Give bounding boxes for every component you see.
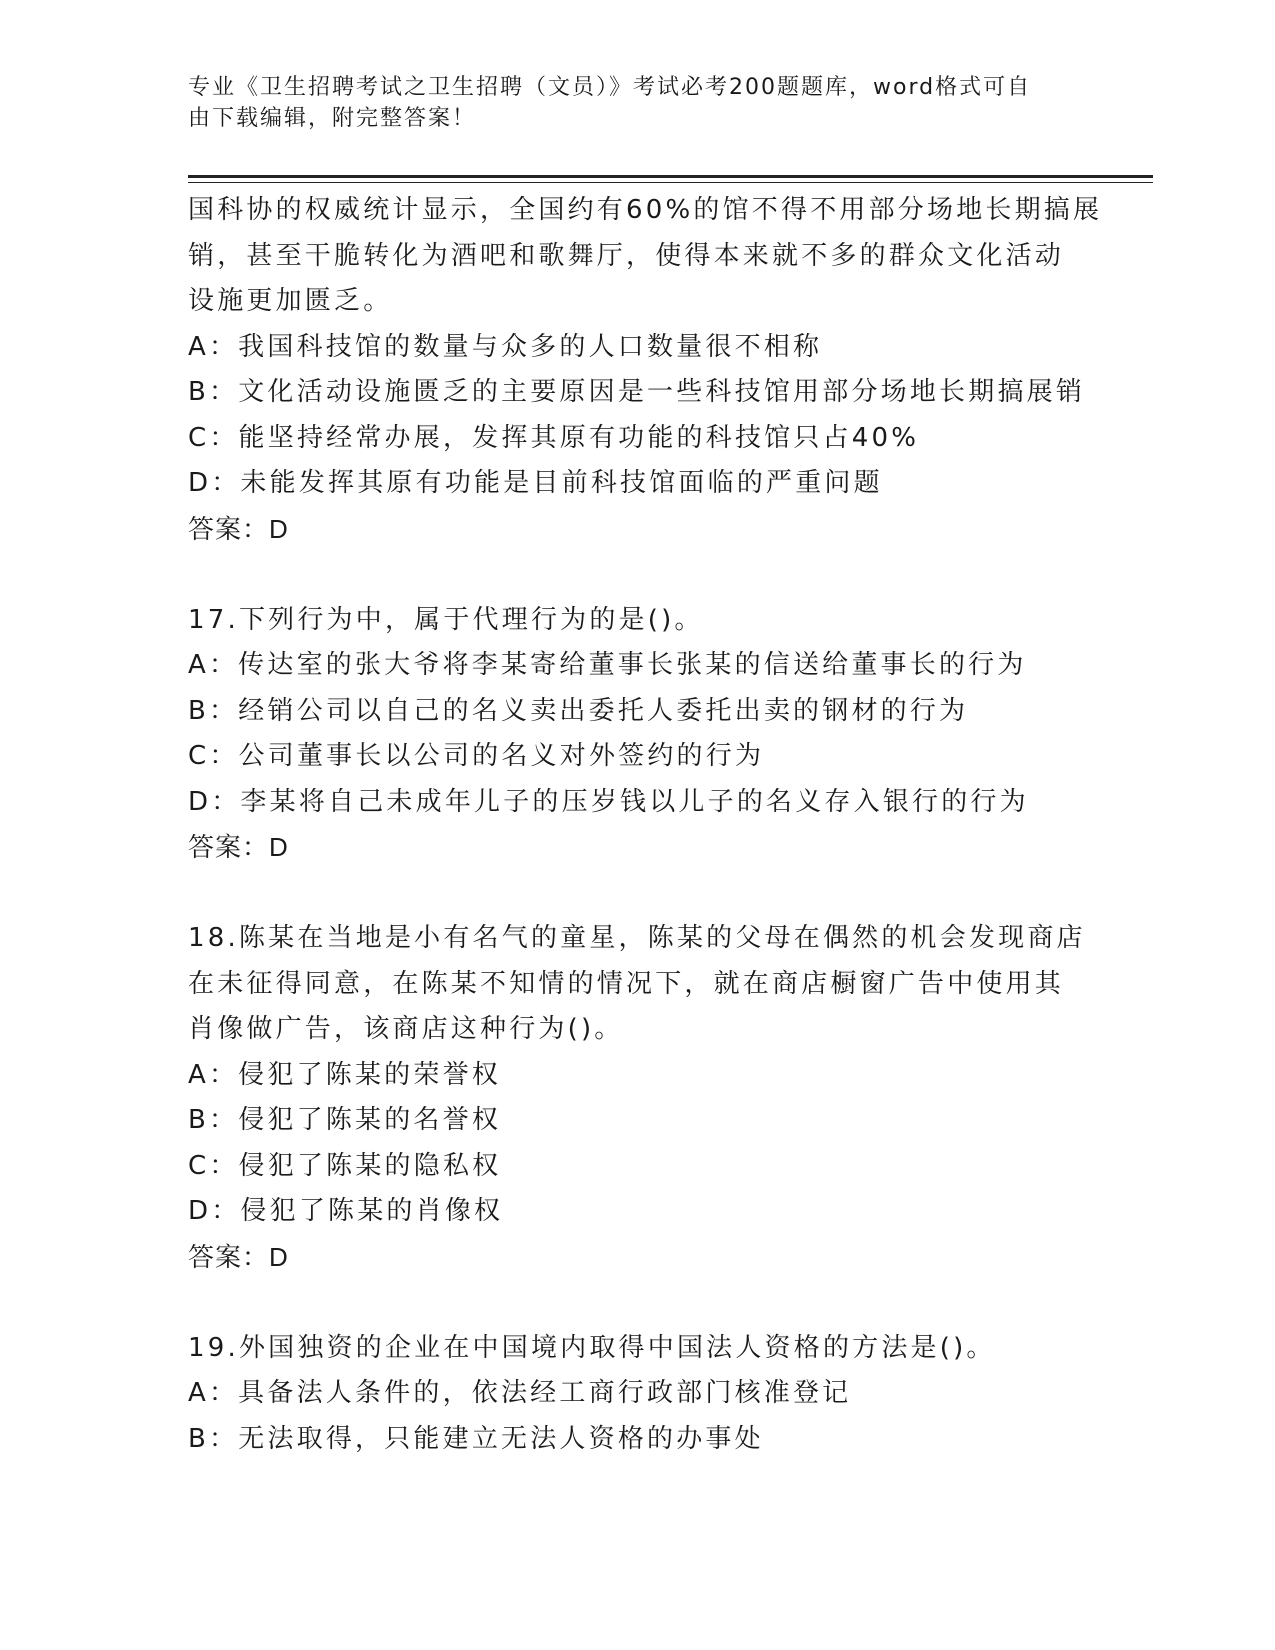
option-c: C：公司董事长以公司的名义对外签约的行为 [188, 741, 765, 771]
option-b: B：无法取得，只能建立无法人资格的办事处 [188, 1423, 764, 1454]
option-b: B：经销公司以自己的名义卖出委托人委托出卖的钢材的行为 [188, 695, 969, 726]
header-title-line-2: 由下载编辑，附完整答案！ [188, 106, 477, 131]
question-stem-line: 18.陈某在当地是小有名气的童星，陈某的父母在偶然的机会发现商店 [188, 923, 1086, 953]
option-d: D：李某将自己未成年儿子的压岁钱以儿子的名义存入银行的行为 [188, 786, 1029, 817]
question-19 [188, 1326, 1088, 1463]
answer-line: 答案：D [188, 832, 289, 862]
question-stem-line: 17.下列行为中，属于代理行为的是()。 [188, 604, 704, 635]
question-stem-line: 设施更加匮乏。 [188, 286, 393, 316]
question-list [188, 188, 1103, 1462]
question-16 [188, 188, 1103, 552]
question-stem-line: 国科协的权威统计显示，全国约有60%的馆不得不用部分场地长期搞展 [188, 195, 1103, 225]
option-b: B：侵犯了陈某的名誉权 [188, 1105, 502, 1135]
header-divider-thin [188, 182, 1153, 183]
question-stem-line: 销，甚至干脆转化为酒吧和歌舞厅，使得本来就不多的群众文化活动 [188, 240, 1065, 271]
header-divider-thick [188, 175, 1153, 178]
header-title-line-1: 专业《卫生招聘考试之卫生招聘（文员）》考试必考200题题库，word格式可自 [188, 75, 1032, 100]
option-d: D：侵犯了陈某的肖像权 [188, 1196, 504, 1226]
question-stem-line: 肖像做广告，该商店这种行为()。 [188, 1014, 624, 1044]
question-stem-line: 在未征得同意，在陈某不知情的情况下，就在商店橱窗广告中使用其 [188, 968, 1065, 999]
option-d: D：未能发挥其原有功能是目前科技馆面临的严重问题 [188, 468, 883, 498]
answer-line: 答案：D [188, 513, 289, 544]
question-stem-line: 19.外国独资的企业在中国境内取得中国法人资格的方法是()。 [188, 1332, 996, 1363]
option-c: C：侵犯了陈某的隐私权 [188, 1150, 502, 1181]
answer-line: 答案：D [188, 1241, 289, 1272]
question-spacer [188, 1280, 1088, 1326]
question-18 [188, 916, 1088, 1280]
option-a: A：传达室的张大爷将李某寄给董事长张某的信送给董事长的行为 [188, 650, 1027, 680]
question-spacer [188, 552, 1088, 598]
option-a: A：我国科技馆的数量与众多的人口数量很不相称 [188, 331, 823, 362]
option-c: C：能坚持经常办展，发挥其原有功能的科技馆只占40% [188, 422, 920, 453]
option-a: A：侵犯了陈某的荣誉权 [188, 1059, 501, 1090]
question-17 [188, 598, 1088, 871]
option-b: B：文化活动设施匮乏的主要原因是一些科技馆用部分场地长期搞展销 [188, 377, 1086, 407]
document-header [188, 72, 1088, 134]
question-spacer [188, 871, 1088, 917]
option-a: A：具备法人条件的，依法经工商行政部门核准登记 [188, 1378, 852, 1408]
